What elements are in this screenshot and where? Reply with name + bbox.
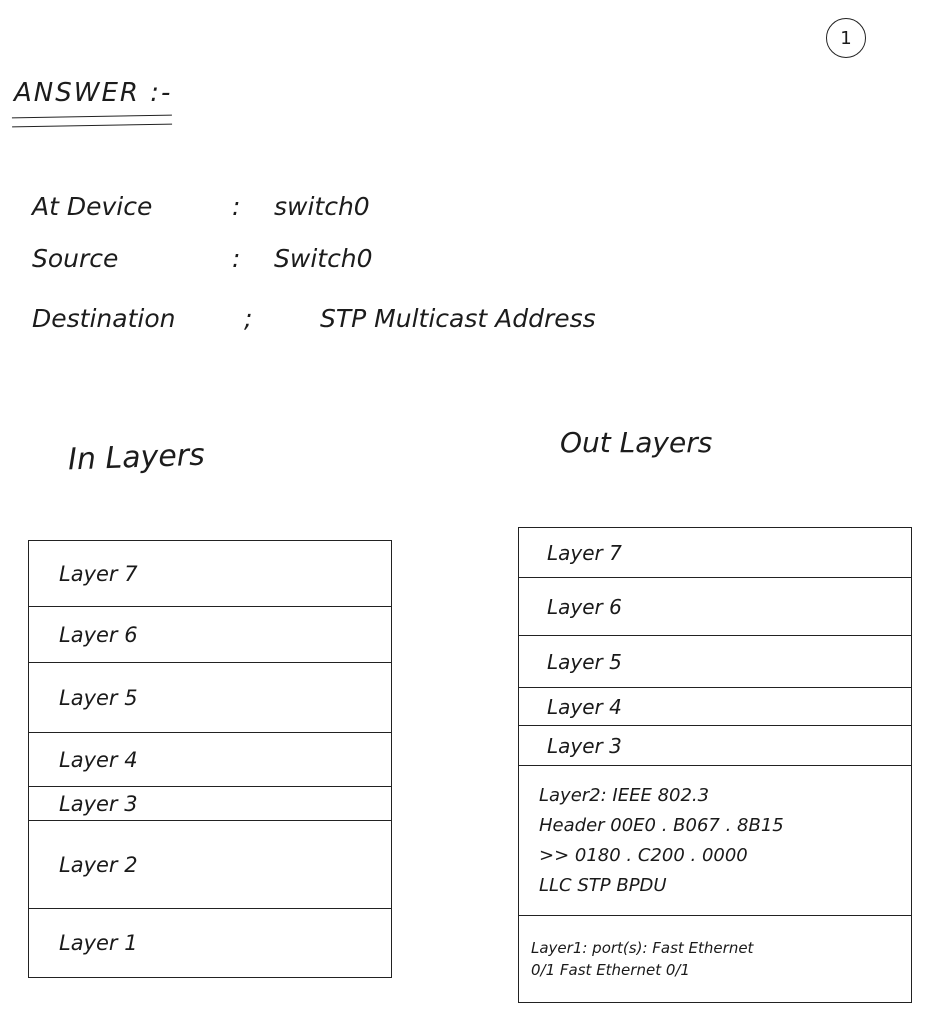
source-separator: : [232, 244, 241, 273]
source-label: Source [32, 244, 119, 273]
destination-row [32, 304, 596, 333]
out-layer-3: Layer 3 [519, 726, 911, 766]
in-layer-5: Layer 5 [29, 663, 391, 733]
out-layer-1-line: 0/1 Fast Ethernet 0/1 [531, 960, 690, 979]
in-layer-1: Layer 1 [59, 930, 138, 955]
destination-separator: ; [244, 304, 253, 333]
device-label: At Device [32, 192, 153, 221]
source-value: Switch0 [274, 244, 373, 273]
out-layer-2-line: Layer2: IEEE 802.3 [539, 784, 710, 806]
destination-label: Destination [32, 304, 176, 333]
out-layer-6: Layer 6 [519, 578, 911, 636]
in-layer-2: Layer 2 [29, 821, 391, 909]
out-layer-2-line: LLC STP BPDU [539, 874, 667, 896]
answer-underline [12, 115, 172, 128]
in-layers-table [28, 540, 392, 978]
answer-heading: ANSWER :- [14, 78, 173, 108]
out-layers-title: Out Layers [560, 426, 713, 459]
in-layer-3: Layer 3 [29, 787, 391, 821]
out-layers-table [518, 527, 912, 1003]
out-layer-1-line: Layer1: port(s): Fast Ethernet [531, 938, 754, 957]
device-value: switch0 [274, 192, 370, 221]
out-layer-2-line: >> 0180 . C200 . 0000 [539, 844, 748, 866]
out-layer-2-line: Header 00E0 . B067 . 8B15 [539, 814, 784, 836]
in-layer-6: Layer 6 [29, 607, 391, 663]
out-layer-1 [519, 916, 911, 1001]
in-layers-title: In Layers [67, 437, 206, 478]
out-layer-5: Layer 5 [519, 636, 911, 688]
source-row [32, 244, 373, 273]
out-layer-4: Layer 4 [519, 688, 911, 726]
device-row [32, 192, 370, 221]
in-layer-7: Layer 7 [29, 541, 391, 607]
page-number-text: 1 [840, 27, 852, 49]
page-number [826, 18, 866, 58]
device-separator: : [232, 192, 241, 221]
out-layer-2 [519, 766, 911, 916]
destination-value: STP Multicast Address [320, 304, 596, 333]
out-layer-7: Layer 7 [519, 528, 911, 578]
in-layer-4: Layer 4 [29, 733, 391, 787]
